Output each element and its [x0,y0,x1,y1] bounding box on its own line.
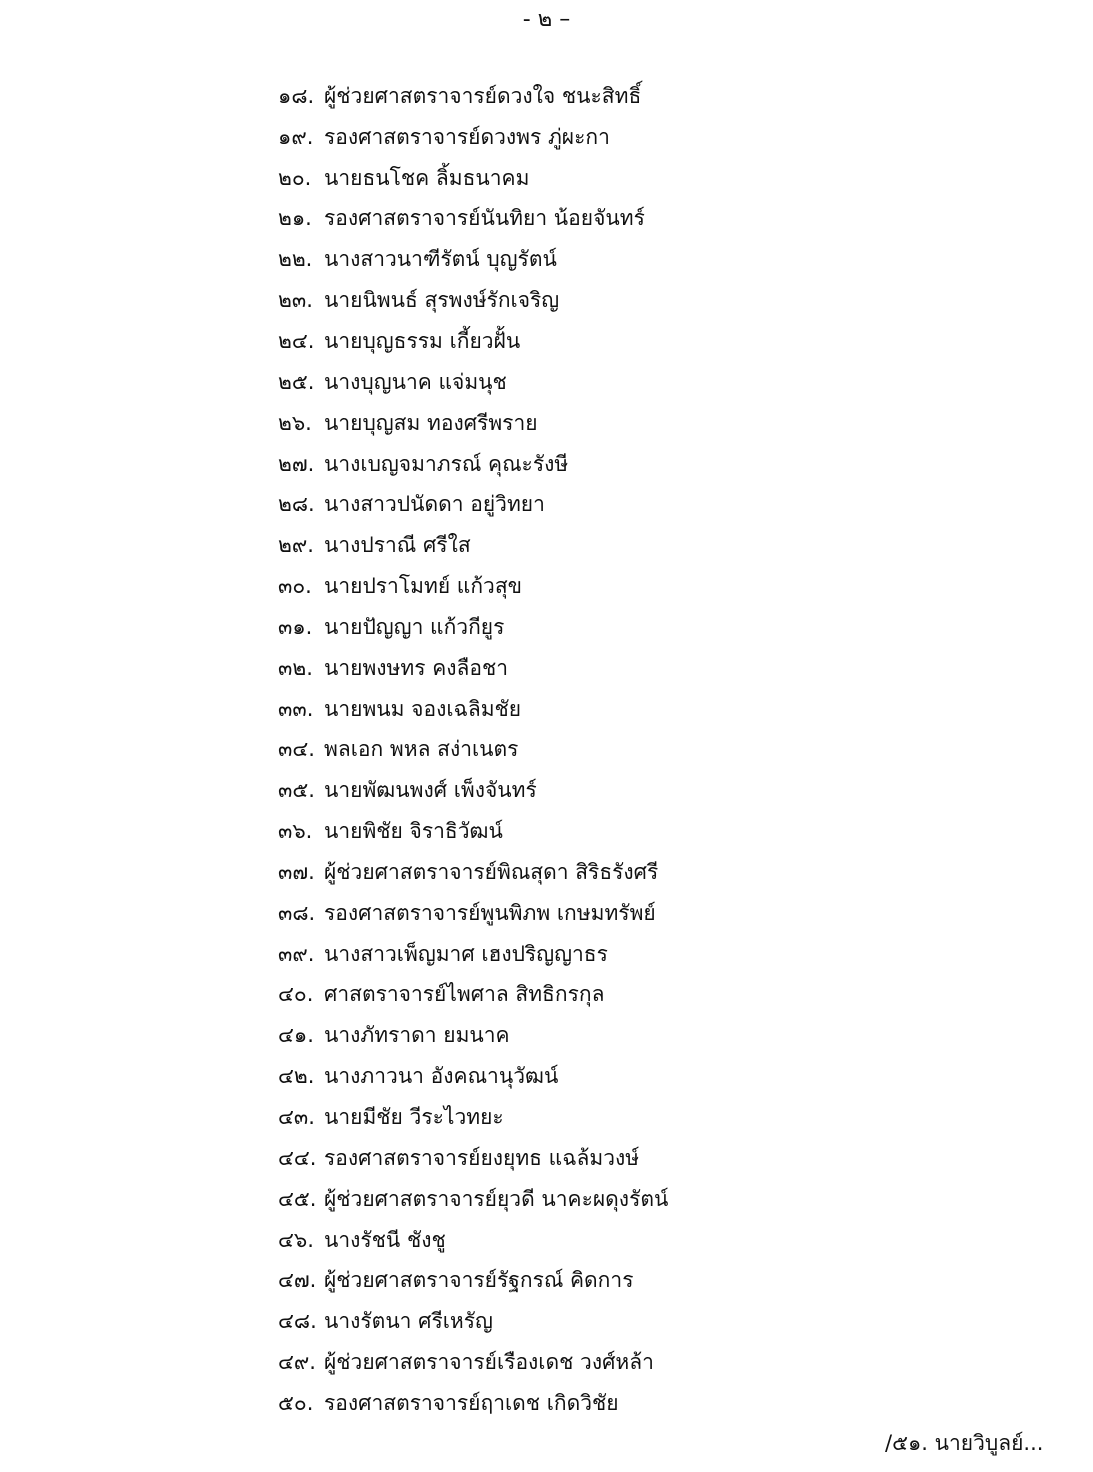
list-item [278,975,668,1016]
list-item [278,1301,668,1342]
item-number: ๒๒. [278,247,313,272]
item-number: ๔๒. [278,1064,315,1089]
item-number: ๔๙. [278,1350,316,1375]
item-name: นางรัชนี ชังชู [324,1227,446,1252]
item-number: ๓๕. [278,778,315,803]
list-item [278,158,668,199]
item-number: ๒๕. [278,369,315,394]
item-name: ผู้ช่วยศาสตราจารย์ดวงใจ ชนะสิทธิ์ [324,83,642,108]
name-list [278,76,668,1424]
item-name: นายธนโชค ลิ้มธนาคม [324,165,530,190]
item-number: ๓๙. [278,941,315,966]
list-item [278,484,668,525]
list-item [278,1220,668,1261]
item-name: นางภัทราดา ยมนาค [324,1023,510,1048]
item-name: นายมีชัย วีระไวทยะ [324,1105,504,1130]
item-name: นางสาวเพ็ญมาศ เฮงปริญญาธร [324,941,608,966]
continuation-note: /๕๑. นายวิบูลย์... [885,1431,1044,1455]
item-number: ๓๔. [278,737,315,762]
item-name: นายพงษทร คงลือชา [324,655,509,680]
item-number: ๔๗. [278,1268,317,1293]
item-name: นายปัญญา แก้วกียูร [324,614,505,639]
item-name: ผู้ช่วยศาสตราจารย์เรืองเดช วงศ์หล้า [324,1350,654,1375]
item-number: ๓๗. [278,859,315,884]
item-name: รองศาสตราจารย์ดวงพร ภู่ผะกา [324,124,610,149]
list-item [278,1179,668,1220]
item-name: นางสาวปนัดดา อยู่วิทยา [324,492,545,517]
list-item [278,117,668,158]
list-item [278,811,668,852]
item-number: ๓๑. [278,614,313,639]
list-item [278,239,668,280]
item-number: ๒๑. [278,206,312,231]
list-item [278,934,668,975]
list-item [278,525,668,566]
list-item [278,852,668,893]
item-name: นายพัฒนพงศ์ เพ็งจันทร์ [324,778,537,803]
list-item [278,321,668,362]
item-name: รองศาสตราจารย์นันทิยา น้อยจันทร์ [324,206,645,231]
item-name: รองศาสตราจารย์ยงยุทธ แฉล้มวงษ์ [324,1145,640,1170]
list-item [278,76,668,117]
item-number: ๒๖. [278,410,312,435]
list-item [278,403,668,444]
item-name: ผู้ช่วยศาสตราจารย์ยุวดี นาคะผดุงรัตน์ [324,1186,669,1211]
item-number: ๔๕. [278,1186,317,1211]
item-name: นางเบญจมาภรณ์ คุณะรังษี [324,451,569,476]
item-number: ๔๔. [278,1145,317,1170]
list-item [278,362,668,403]
list-item [278,607,668,648]
item-number: ๑๙. [278,124,314,149]
item-number: ๒๙. [278,533,314,558]
item-number: ๕๐. [278,1390,314,1415]
item-name: นายปราโมทย์ แก้วสุข [324,574,523,599]
item-name: นายนิพนธ์ สุรพงษ์รักเจริญ [324,288,560,313]
list-item [278,1138,668,1179]
item-name: นางรัตนา ศรีเหรัญ [324,1309,493,1334]
item-name: นายพนม จองเฉลิมชัย [324,696,522,721]
item-number: ๓๒. [278,655,313,680]
item-name: นางสาวนาฑีรัตน์ บุญรัตน์ [324,247,557,272]
list-item [278,730,668,771]
item-number: ๔๖. [278,1227,314,1252]
item-name: นายบุญสม ทองศรีพราย [324,410,538,435]
item-number: ๑๘. [278,83,315,108]
list-item [278,1056,668,1097]
item-number: ๓๐. [278,574,312,599]
list-item [278,1383,668,1424]
list-item [278,566,668,607]
list-item [278,770,668,811]
list-item [278,648,668,689]
item-number: ๒๓. [278,288,313,313]
item-name: ผู้ช่วยศาสตราจารย์รัฐกรณ์ คิดการ [324,1268,634,1293]
item-number: ๔๐. [278,982,314,1007]
item-name: พลเอก พหล สง่าเนตร [324,737,519,762]
list-item [278,444,668,485]
item-name: ผู้ช่วยศาสตราจารย์พิณสุดา สิริธรังศรี [324,859,659,884]
item-name: รองศาสตราจารย์พูนพิภพ เกษมทรัพย์ [324,900,656,925]
list-item [278,199,668,240]
item-number: ๔๘. [278,1309,317,1334]
list-item [278,1260,668,1301]
item-name: รองศาสตราจารย์ฤาเดช เกิดวิชัย [324,1390,619,1415]
item-name: นางบุญนาค แจ่มนุช [324,369,507,394]
page-number: - ๒ – [522,7,571,32]
list-item [278,1342,668,1383]
list-item [278,689,668,730]
item-name: นายพิชัย จิราธิวัฒน์ [324,819,503,844]
item-name: นางปราณี ศรีใส [324,533,471,558]
item-number: ๓๖. [278,819,313,844]
list-item [278,893,668,934]
list-item [278,1015,668,1056]
list-item [278,1097,668,1138]
item-name: นางภาวนา อังคณานุวัฒน์ [324,1064,559,1089]
item-number: ๔๓. [278,1105,315,1130]
item-number: ๓๘. [278,900,316,925]
item-name: นายบุญธรรม เกี้ยวฝั้น [324,328,521,353]
item-number: ๒๗. [278,451,315,476]
item-name: ศาสตราจารย์ไพศาล สิทธิกรกุล [324,982,605,1007]
item-number: ๔๑. [278,1023,314,1048]
item-number: ๒๔. [278,328,315,353]
list-item [278,280,668,321]
item-number: ๒๘. [278,492,315,517]
item-number: ๓๓. [278,696,314,721]
item-number: ๒๐. [278,165,312,190]
